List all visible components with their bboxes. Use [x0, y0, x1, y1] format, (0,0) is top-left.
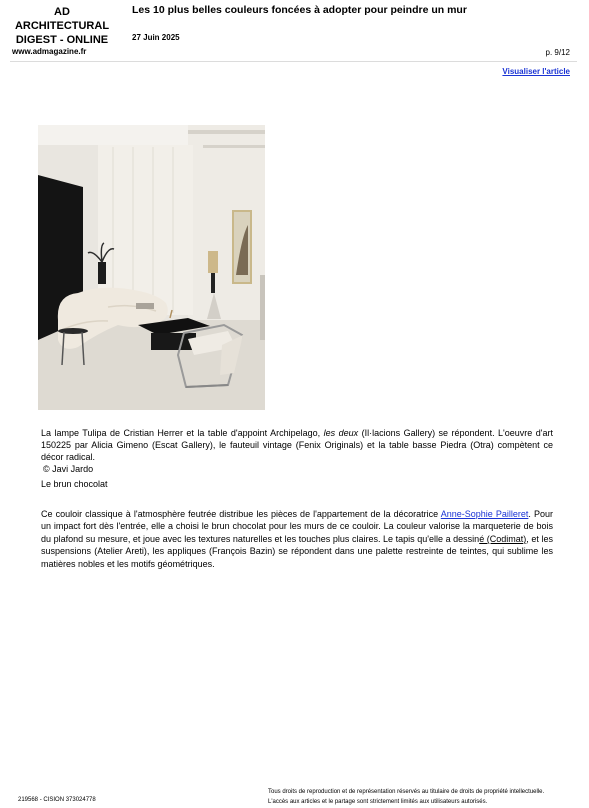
rug-link-text: é (Codimat) [479, 533, 527, 544]
body-text-2: . Pour un impact fort dès l'entrée, elle a choisi le brun chocolat pour les murs de ce couloir. La couleur valorise la marqueterie de bois du plafond su mesure, et joue avec les textures naturelles et les touches plus claires. Le tapis qu'elle a dessin [41, 509, 553, 544]
page-number: p. 9/12 [545, 48, 570, 57]
article-headline: Les 10 plus belles couleurs foncées à adopter pour peindre un mur [132, 4, 467, 16]
caption-part-2: (Il·lacions Gallery) se répondent. L'oeuvre d'art 150225 par Alicia Gimeno (Escat Gallery), le fauteuil vintage (Fenix Originals) et la table basse Piedra (Otra) compètent ce décor radical. [41, 428, 553, 463]
publication-line-3: DIGEST - ONLINE [15, 34, 109, 46]
caption-text [41, 427, 553, 464]
footer-id: 219568 - CISION 373024778 [18, 797, 96, 803]
body-text-3: , et les suspensions (Atelier Areti), les appliques (François Bazin) se répondent dans une palette restreinte de teintes, qui sublime les matières nobles et les motifs géométriques. [41, 533, 553, 569]
designer-link[interactable]: Anne-Sophie Pailleret [440, 509, 529, 519]
publication-line-1: AD [54, 6, 70, 18]
photo-credit: © Javi Jardo [43, 464, 94, 474]
footer-rights [268, 787, 544, 807]
article-date: 27 Juin 2025 [132, 33, 180, 42]
view-article-link[interactable]: Visualiser l'article [502, 67, 570, 76]
article-photo [38, 125, 265, 410]
header-divider [10, 61, 577, 62]
rights-line-1: Tous droits de reproduction et de représentation réservés au titulaire de droits de propriété intellectuelle. [268, 789, 545, 795]
photo-caption [41, 427, 553, 464]
section-subhead: Le brun chocolat [41, 479, 108, 489]
article-paragraph [41, 508, 553, 570]
publication-name [12, 5, 112, 47]
body-text-1: Ce couloir classique à l'atmosphère feutrée distribue les pièces de l'appartement de la décoratrice [41, 509, 441, 519]
caption-italic: les deux [323, 428, 359, 438]
publication-line-2: ARCHITECTURAL [14, 20, 110, 32]
publication-site: www.admagazine.fr [12, 47, 87, 56]
caption-part-1: La lampe Tulipa de Cristian Herrer et la table d'appoint Archipelago, [41, 428, 324, 438]
rights-line-2: L'accès aux articles et le partage sont strictement limités aux utilisateurs autorisés. [268, 799, 488, 805]
